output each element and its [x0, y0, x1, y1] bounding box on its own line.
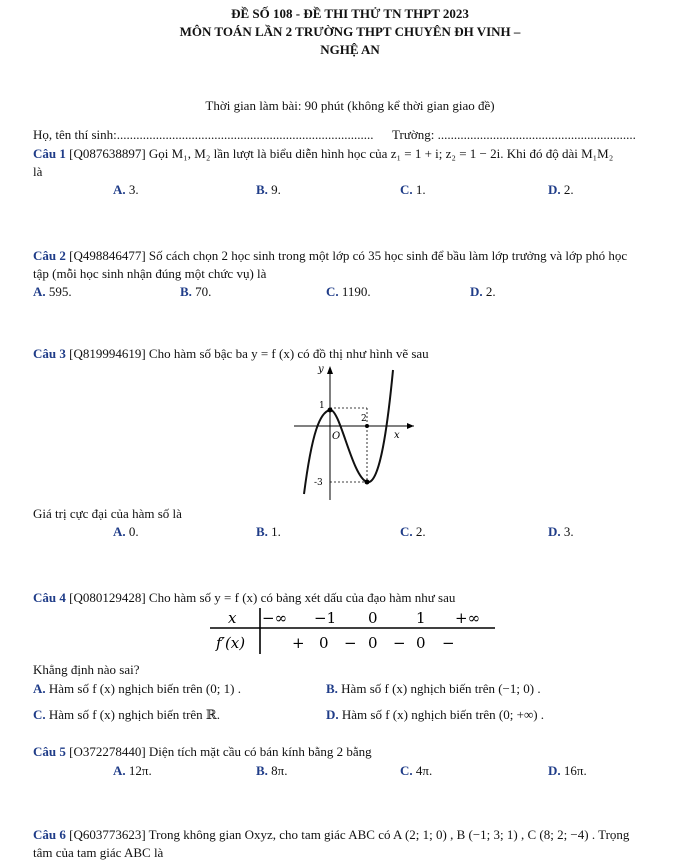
question-2-text: [Q498846477] Số cách chọn 2 học sinh trong một lớp có 35 học sinh để bầu làm lớp trưởng và lớp phó học [69, 248, 628, 263]
q1-option-a[interactable]: A. 3. [113, 182, 139, 197]
sign-1: 0 [319, 634, 329, 652]
question-5 [33, 744, 372, 760]
q1-option-b[interactable]: B. 9. [256, 182, 281, 197]
function-graph [290, 362, 420, 504]
x-value-4: +∞ [455, 609, 481, 627]
question-5-text: [O372278440] Diện tích mặt cầu có bán kính bằng 2 bằng [69, 744, 372, 759]
x-axis-arrow [407, 423, 414, 429]
sign-5: 0 [416, 634, 426, 652]
sign-4: − [393, 634, 406, 652]
q5-option-c[interactable]: C. 4π. [400, 763, 433, 778]
school-field: Trường: ............................................................. [392, 127, 636, 142]
x-value-2: 0 [368, 609, 378, 627]
q3-option-d[interactable]: D. 3. [548, 524, 574, 539]
q5-option-a[interactable]: A. 12π. [113, 763, 152, 778]
sign-3: 0 [368, 634, 378, 652]
sign-table [210, 606, 495, 656]
question-2-label: Câu 2 [33, 248, 66, 263]
exam-time: Thời gian làm bài: 90 phút (không kể thời gian giao đề) [205, 98, 495, 113]
question-6-text-cont: tâm của tam giác ABC là [33, 845, 164, 860]
point-2 [365, 424, 369, 428]
question-1-label: Câu 1 [33, 146, 66, 161]
question-4 [33, 590, 455, 606]
origin-label: O [332, 431, 341, 442]
question-2 [33, 248, 627, 264]
q2-option-b[interactable]: B. 70. [180, 284, 212, 299]
question-2-text-cont: tập (mỗi học sinh nhận đúng một chức vụ) là [33, 266, 267, 281]
question-1-text-cont: là [33, 164, 43, 179]
q3-option-b[interactable]: B. 1. [256, 524, 281, 539]
q4-option-b[interactable]: B. Hàm số f (x) nghịch biến trên (−1; 0) . [326, 681, 541, 696]
question-3-text: [Q819994619] Cho hàm số bậc ba y = f (x) có đồ thị như hình vẽ sau [69, 346, 429, 361]
q5-option-b[interactable]: B. 8π. [256, 763, 288, 778]
q3-option-c[interactable]: C. 2. [400, 524, 426, 539]
question-3-label: Câu 3 [33, 346, 66, 361]
q2-option-d[interactable]: D. 2. [470, 284, 496, 299]
question-3-text-cont: Giá trị cực đại của hàm số là [33, 506, 182, 521]
x-axis-label: x [394, 430, 400, 441]
q4-option-d[interactable]: D. Hàm số f (x) nghịch biến trên (0; +∞) . [326, 707, 545, 722]
y-axis-arrow [327, 366, 333, 374]
question-4-text-cont: Khẳng định nào sai? [33, 662, 140, 677]
student-name-field: Họ, tên thí sinh:............................................................................... [33, 127, 374, 142]
question-6-text: [Q603773623] Trong không gian Oxyz, cho tam giác ABC có A (2; 1; 0) , B (−1; 3; 1) , C (8; 2; −4) . Trọng [69, 827, 630, 842]
question-1-text: [Q087638897] Gọi M₁, M₂ lần lượt là biểu diễn hình học của z₁ = 1 + i; z₂ = 1 − 2i. Khi đó độ dài M₁M₂ [69, 146, 614, 161]
question-1 [33, 146, 613, 162]
sign-0: + [292, 634, 305, 652]
question-4-label: Câu 4 [33, 590, 66, 605]
question-3 [33, 346, 429, 362]
table-x-label: x [228, 609, 237, 627]
question-4-text: [Q080129428] Cho hàm số y = f (x) có bảng xét dấu của đạo hàm như sau [69, 590, 456, 605]
y-axis-label: y [318, 364, 324, 375]
q2-option-c[interactable]: C. 1190. [326, 284, 371, 299]
exam-subtitle-2: NGHỆ AN [320, 42, 380, 57]
cubic-curve [304, 370, 393, 494]
question-5-label: Câu 5 [33, 744, 66, 759]
exam-subtitle: MÔN TOÁN LẦN 2 TRƯỜNG THPT CHUYÊN ĐH VINH – [179, 24, 521, 39]
q5-option-d[interactable]: D. 16π. [548, 763, 587, 778]
tick-label-2: 2 [361, 414, 367, 424]
max-point [328, 408, 333, 413]
q4-option-a[interactable]: A. Hàm số f (x) nghịch biến trên (0; 1) . [33, 681, 241, 696]
q2-option-a[interactable]: A. 595. [33, 284, 72, 299]
q1-option-c[interactable]: C. 1. [400, 182, 426, 197]
x-value-3: 1 [416, 609, 426, 627]
tick-label-1: 1 [319, 401, 325, 411]
question-6-label: Câu 6 [33, 827, 66, 842]
tick-label-minus-3: -3 [314, 478, 323, 488]
sign-2: − [344, 634, 357, 652]
q1-option-d[interactable]: D. 2. [548, 182, 574, 197]
x-value-1: −1 [314, 609, 337, 627]
table-fp-label: f′(x) [216, 634, 246, 652]
sign-6: − [442, 634, 455, 652]
min-point [365, 480, 370, 485]
q3-option-a[interactable]: A. 0. [113, 524, 139, 539]
exam-title: ĐỀ SỐ 108 - ĐỀ THI THỬ TN THPT 2023 [231, 6, 469, 21]
question-6 [33, 827, 629, 843]
q4-option-c[interactable]: C. Hàm số f (x) nghịch biến trên ℝ. [33, 707, 220, 722]
x-value-0: −∞ [262, 609, 288, 627]
